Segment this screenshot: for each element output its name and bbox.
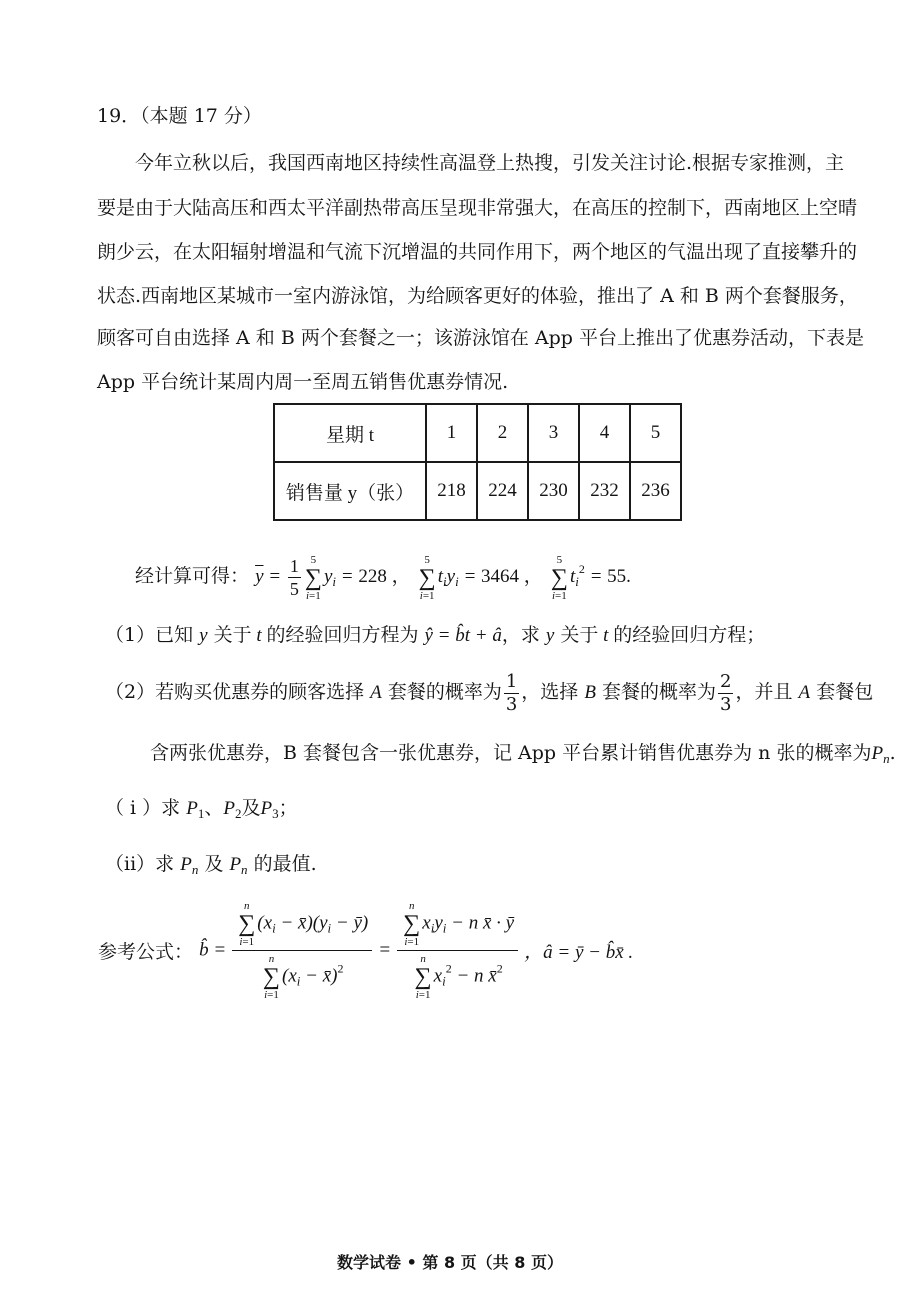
formula-ybar: $\overline{y}$ = $\frac{1}{5}$ 5 ∑ i=1 $y_i = 228$ [255, 553, 387, 602]
sub-question-ii: （ii）求 $P_n$ 及 $P_n$ 的最值. [105, 853, 317, 877]
page-footer: 数学试卷 • 第 8 页（共 8 页） [337, 1253, 563, 1272]
table-cell: 2 [477, 404, 528, 462]
sub-ii-label: （ii） [105, 853, 156, 875]
table-cell: 232 [579, 462, 630, 520]
formula-b-hat-1: n ∑ i=1 ($x_i$ − $x̄)(y_i$ − ȳ) n ∑ i=1 ($x_i$ − x̄)$^2$ [232, 900, 372, 1001]
row-label-weekday: 星期 t [274, 404, 426, 462]
formula-b-hat-2: n ∑ i=1 $x_iy_i - n$ x̄ · ȳ n ∑ i=1 $x_i^2 - n$ x̄$^2$ [397, 900, 518, 1001]
computed-stats: 经计算可得： $\overline{y}$ = $\frac{1}{5}$ 5 ∑ i=1 $y_i = 228$ ， 5 ∑ i=1 $t_iy_i = 3464$ ， 5 ∑ i=1 $t_i^2 = 55$. [135, 553, 631, 602]
sub-ii-text: 及 [204, 853, 224, 875]
row-label-sales: 销售量 y（张） [274, 462, 426, 520]
part1-text: 已知 [155, 624, 194, 646]
part2-line-1: （2）若购买优惠券的顾客选择 A 套餐的概率为 $\frac{1}{3}$ ，选择 B 套餐的概率为 $\frac{2}{3}$ ，并且 A 套餐包 [105, 670, 874, 715]
sub-i-text: 求 [161, 797, 181, 819]
table-cell: 1 [426, 404, 477, 462]
paragraph-line-4: 状态.西南地区某城市一室内游泳馆，为给顾客更好的体验，推出了 A 和 B 两个套餐服务， [97, 285, 858, 307]
paragraph-line-6: App 平台统计某周内周一至周五销售优惠券情况. [97, 371, 509, 393]
part2-text: 套餐包 [816, 681, 874, 703]
paragraph-line-1: 今年立秋以后，我国西南地区持续性高温登上热搜，引发关注讨论.根据专家推测，主 [135, 152, 845, 174]
paragraph-line-2: 要是由于大陆高压和西太平洋副热带高压呈现非常强大，在高压的控制下，西南地区上空晴 [97, 197, 858, 219]
question-header: 19．（本题 17 分） [97, 105, 262, 127]
table-cell: 4 [579, 404, 630, 462]
sub-ii-text: 的最值. [253, 853, 317, 875]
part1-text: 关于 [213, 624, 252, 646]
part2-text: ，选择 [521, 681, 579, 703]
table-row [274, 462, 681, 520]
part1-text: 关于 [560, 624, 599, 646]
table-row [274, 404, 681, 462]
table-cell: 236 [630, 462, 681, 520]
part2-text: 若购买优惠券的顾客选择 [155, 681, 365, 703]
part1-line: （1）已知 y 关于 t 的经验回归方程为 ŷ = b̂t + â，求 y 关于 t 的经验回归方程； [105, 624, 766, 646]
part2-text: 套餐的概率为 [387, 681, 502, 703]
sub-ii-text: 求 [155, 853, 175, 875]
table-cell: 218 [426, 462, 477, 520]
part2-text: 套餐的概率为 [602, 681, 717, 703]
part1-text: ，求 [501, 624, 540, 646]
table-cell: 224 [477, 462, 528, 520]
sub-question-i: （ i ）求 $P_1$、$P_2$及$P_3$； [105, 797, 298, 821]
part1-label: （1） [105, 624, 156, 646]
reference-label: 参考公式： [98, 941, 194, 963]
part2-text: ，并且 [735, 681, 793, 703]
paragraph-line-3: 朗少云，在太阳辐射增温和气流下沉增温的共同作用下，两个地区的气温出现了直接攀升的 [97, 241, 858, 263]
part2-label: （2） [105, 681, 156, 703]
formula-sum-t2: 5 ∑ i=1 $t_i^2 = 55$. [550, 553, 631, 602]
paragraph-line-5: 顾客可自由选择 A 和 B 两个套餐之一；该游泳馆在 App 平台上推出了优惠券活动，下表是 [97, 327, 864, 349]
sub-i-label: （ i ） [105, 797, 162, 819]
part2-line-2: 含两张优惠券，B 套餐包含一张优惠券，记 App 平台累计销售优惠券为 n 张的概率为$P_n$. [150, 742, 896, 766]
table-cell: 230 [528, 462, 579, 520]
part1-text: 的经验回归方程为 [266, 624, 419, 646]
computed-prefix: 经计算可得： [135, 565, 250, 587]
part1-text: 的经验回归方程； [613, 624, 766, 646]
sales-table [273, 403, 682, 521]
regression-equation: ŷ = b̂t + â [424, 625, 502, 646]
part2-text: 含两张优惠券，B 套餐包含一张优惠券，记 App 平台累计销售优惠券为 n 张的概率为 [150, 742, 872, 764]
table-cell: 3 [528, 404, 579, 462]
reference-formula: 参考公式： b̂ = n ∑ i=1 ($x_i$ − $x̄)(y_i$ − ȳ) n ∑ i=1 ($x_i$ − x̄)$^2$ = n ∑ i=1 $x_iy_i - n$ x̄ · ȳ n ∑ i=1 $x_i^2 - n$ x̄$^2$ ，â = ȳ − b̂x̄ . [98, 900, 634, 1001]
formula-sum-ty: 5 ∑ i=1 $t_iy_i = 3464$ [418, 553, 520, 602]
table-cell: 5 [630, 404, 681, 462]
